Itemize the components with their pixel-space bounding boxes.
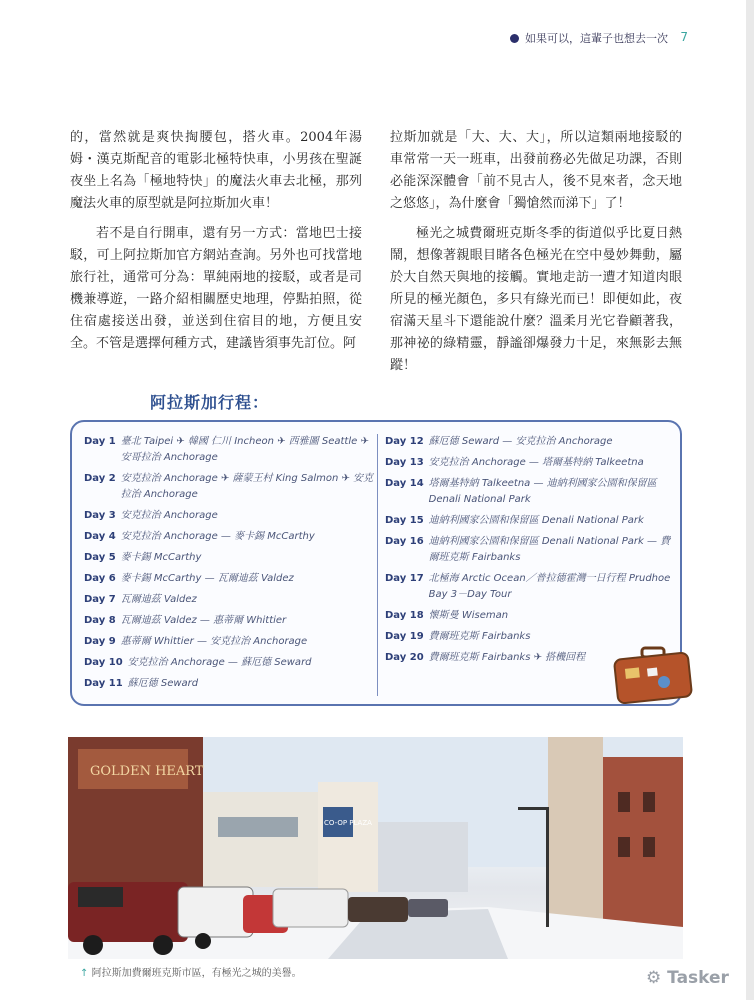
itinerary-item [84,434,374,466]
itinerary-item [385,455,675,471]
itinerary-day-label: Day 1 [84,436,116,447]
itinerary-day-text: 蘇厄德 Seward — 安克拉治 Anchorage [428,436,613,447]
itinerary-day-text: 臺北 Taipei ✈ 韓國 仁川 Incheon ✈ 西雅圖 Seattle ✈ 安哥拉治 Anchorage [120,436,369,463]
itinerary-day-text: 安克拉治 Anchorage [120,510,218,521]
itinerary-day-text: 迪納利國家公園和保留區 Denali National Park — 費爾班克斯 Fairbanks [428,536,671,563]
itinerary-item [385,608,675,624]
watermark-logo-icon: ⚙ [646,968,662,988]
caption-text: 阿拉斯加費爾班克斯市區，有極光之城的美譽。 [91,968,302,979]
itinerary-day-text: 安克拉治 Anchorage — 麥卡錫 McCarthy [120,531,315,542]
itinerary-day-label: Day 16 [385,536,424,547]
right-paragraph-2: 極光之城費爾班克斯冬季的街道似乎比夏日熱鬧，想像著親眼目睹各色極光在空中曼妙舞動，屬於大自然天與地的接觸。實地走訪一遭才知道肉眼所見的極光顏色，多只有綠光而已！即便如此，夜宿滿天星斗下還能說什麼？溫柔月光它眷顧著我，那神祕的綠精靈，靜謐卻爆發力十足，來無影去無蹤！ [390,226,682,373]
itinerary-day-text: 麥卡錫 McCarthy [120,552,202,563]
itinerary-left-list [84,434,374,697]
right-text-column [390,127,682,385]
street-photo [68,737,683,959]
itinerary-item [385,571,675,603]
itinerary-day-text: 塔爾基特納 Talkeetna — 迪納利國家公園和保留區 Denali National Park [428,478,657,505]
suitcase-icon [612,646,694,704]
itinerary-day-label: Day 18 [385,610,424,621]
itinerary-day-text: 安克拉治 Anchorage — 塔爾基特納 Talkeetna [428,457,644,468]
itinerary-day-text: 安克拉治 Anchorage ✈ 薩蒙王村 King Salmon ✈ 安克拉治 Anchorage [120,473,374,500]
itinerary-divider [377,434,378,696]
itinerary-day-text: 瓦爾迪茲 Valdez [120,594,197,605]
bullet-icon [510,34,519,43]
photo-coop-text: CO-OP PLAZA [324,819,372,827]
itinerary-item [84,655,374,671]
itinerary-day-label: Day 6 [84,573,116,584]
itinerary-day-label: Day 15 [385,515,424,526]
itinerary-item [84,508,374,524]
itinerary-day-text: 費爾班克斯 Fairbanks [428,631,531,642]
itinerary-day-text: 瓦爾迪茲 Valdez — 惠蒂爾 Whittier [120,615,287,626]
itinerary-item [84,634,374,650]
page-header [510,30,668,46]
itinerary-day-label: Day 10 [84,657,123,668]
itinerary-day-label: Day 2 [84,473,116,484]
itinerary-title: 阿拉斯加行程： [150,393,270,412]
page-number: 7 [680,30,688,44]
itinerary-day-label: Day 9 [84,636,116,647]
itinerary-day-label: Day 3 [84,510,116,521]
itinerary-day-label: Day 14 [385,478,424,489]
itinerary-day-label: Day 8 [84,615,116,626]
up-arrow-icon: ↑ [80,968,89,979]
itinerary-item [385,629,675,645]
itinerary-day-label: Day 12 [385,436,424,447]
itinerary-day-label: Day 4 [84,531,116,542]
left-text-column [70,127,362,363]
watermark-text: Tasker [667,968,729,988]
itinerary-day-label: Day 7 [84,594,116,605]
itinerary-item [385,476,675,508]
itinerary-item [385,534,675,566]
itinerary-item [84,613,374,629]
itinerary-item [385,434,675,450]
itinerary-day-text: 惠蒂爾 Whittier — 安克拉治 Anchorage [120,636,308,647]
photo-caption [80,964,302,979]
page-edge [746,0,754,1000]
itinerary-item [84,529,374,545]
itinerary-day-label: Day 13 [385,457,424,468]
itinerary-box [70,420,682,706]
watermark [646,968,729,988]
itinerary-item [84,592,374,608]
left-paragraph-2: 若不是自行開車，還有另一方式：當地巴士接駁，可上阿拉斯加官方網站查詢。另外也可找當地旅行社，通常可分為：單純兩地的接駁，或者是司機兼導遊，一路介紹相關歷史地理，停點拍照，從住宿處接送出發，並送到住宿目的地，方便且安全。不管是選擇何種方式，建議皆須事先訂位。阿 [70,226,362,351]
itinerary-item [385,513,675,529]
itinerary-item [84,571,374,587]
itinerary-day-text: 懷斯曼 Wiseman [428,610,509,621]
itinerary-item [84,676,374,692]
itinerary-day-text: 北極海 Arctic Ocean／普拉德霍灣一日行程 Prudhoe Bay 3－Day Tour [428,573,671,600]
itinerary-day-label: Day 19 [385,631,424,642]
itinerary-item [84,471,374,503]
itinerary-day-label: Day 5 [84,552,116,563]
itinerary-day-text: 蘇厄德 Seward [127,678,199,689]
itinerary-day-text: 安克拉治 Anchorage — 蘇厄德 Seward [127,657,312,668]
itinerary-day-text: 迪納利國家公園和保留區 Denali National Park [428,515,644,526]
itinerary-day-text: 費爾班克斯 Fairbanks ✈ 搭機回程 [428,652,586,663]
itinerary-day-text: 麥卡錫 McCarthy — 瓦爾迪茲 Valdez [120,573,294,584]
itinerary-item [84,550,374,566]
itinerary-day-label: Day 17 [385,573,424,584]
itinerary-right-list [385,434,675,671]
photo-sign-text: GOLDEN HEART [90,764,204,779]
header-title: 如果可以，這輩子也想去一次 [525,32,668,45]
itinerary-day-label: Day 11 [84,678,123,689]
left-paragraph-1: 的，當然就是爽快掏腰包，搭火車。2004年湯姆・漢克斯配音的電影北極特快車，小男孩在聖誕夜坐上名為「極地特快」的魔法火車去北極，那列魔法火車的原型就是阿拉斯加火車！ [70,130,362,211]
itinerary-day-label: Day 20 [385,652,424,663]
right-paragraph-1: 拉斯加就是「大、大、大」，所以這類兩地接駁的車常常一天一班車，出發前務必先做足功課，否則必能深深體會「前不見古人，後不見來者，念天地之悠悠」，為什麼會「獨愴然而涕下」了！ [390,130,682,211]
